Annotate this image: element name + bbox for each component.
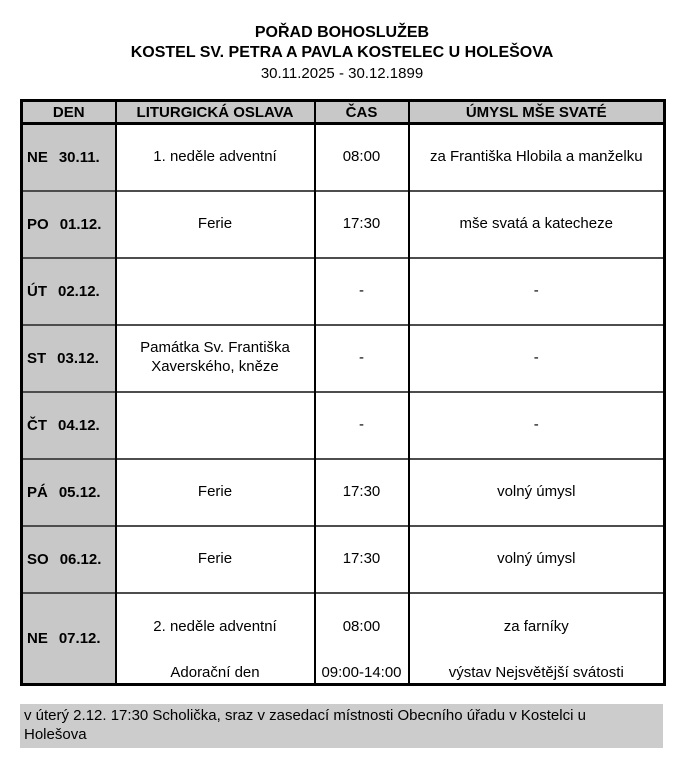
cell-line: 08:00 bbox=[342, 618, 381, 636]
table-row bbox=[22, 258, 665, 325]
table-row bbox=[22, 459, 665, 526]
intention-cell bbox=[409, 124, 665, 191]
liturgy-cell bbox=[116, 325, 315, 392]
page-subtitle: KOSTEL SV. PETRA A PAVLA KOSTELEC U HOLEŠOVA bbox=[130, 44, 554, 61]
cell-line: - bbox=[533, 415, 539, 433]
schedule-table-header bbox=[22, 101, 665, 124]
intention-cell bbox=[409, 258, 665, 325]
liturgy-cell bbox=[116, 124, 315, 191]
time-cell-content bbox=[316, 148, 408, 167]
day-abbr: ČT bbox=[27, 416, 47, 434]
time-cell-content bbox=[316, 483, 408, 502]
cell-line: - bbox=[533, 348, 539, 366]
cell-line: - bbox=[359, 348, 364, 366]
cell-line: mše svatá a katecheze bbox=[459, 214, 613, 232]
day-cell bbox=[22, 526, 116, 593]
time-cell-content bbox=[316, 416, 408, 435]
day-abbr: PO bbox=[27, 215, 49, 233]
day-cell bbox=[22, 392, 116, 459]
intention-cell-content bbox=[410, 594, 664, 682]
liturgy-cell bbox=[116, 526, 315, 593]
liturgy-cell-content bbox=[117, 594, 314, 682]
day-cell bbox=[22, 258, 116, 325]
time-cell-content bbox=[316, 282, 408, 301]
day-cell bbox=[22, 459, 116, 526]
day-cell bbox=[22, 191, 116, 258]
cell-line: Ferie bbox=[197, 214, 233, 232]
cell-line: Památka Sv. Františka Xaverského, kněze bbox=[140, 339, 290, 375]
time-cell-content bbox=[316, 594, 408, 682]
intention-cell bbox=[409, 593, 665, 685]
page-title: POŘAD BOHOSLUŽEB bbox=[254, 24, 430, 41]
day-cell bbox=[22, 124, 116, 191]
schedule-table bbox=[20, 99, 666, 686]
time-cell bbox=[315, 392, 409, 459]
intention-cell-content bbox=[410, 148, 664, 167]
intention-cell-content bbox=[410, 282, 664, 301]
intention-cell-content bbox=[410, 416, 664, 435]
cell-line: - bbox=[533, 281, 539, 299]
intention-cell bbox=[409, 526, 665, 593]
cell-line: - bbox=[359, 281, 364, 299]
day-abbr: NE bbox=[27, 629, 48, 647]
time-cell bbox=[315, 526, 409, 593]
table-row bbox=[22, 325, 665, 392]
intention-cell-content bbox=[410, 349, 664, 368]
cell-line: 17:30 bbox=[342, 549, 381, 567]
cell-line: za Františka Hlobila a manželku bbox=[429, 147, 643, 165]
table-row bbox=[22, 392, 665, 459]
day-date: 01.12. bbox=[59, 215, 102, 233]
table-row bbox=[22, 526, 665, 593]
column-header-umysl-mse-svate: ÚMYSL MŠE SVATÉ bbox=[409, 101, 665, 124]
day-cell bbox=[22, 593, 116, 685]
cell-line: Ferie bbox=[197, 482, 233, 500]
liturgy-cell bbox=[116, 191, 315, 258]
date-range: 30.11.2025 - 30.12.1899 bbox=[260, 65, 424, 82]
day-date: 04.12. bbox=[58, 416, 100, 434]
liturgy-cell bbox=[116, 258, 315, 325]
day-abbr: PÁ bbox=[27, 483, 48, 501]
cell-line: 17:30 bbox=[342, 482, 381, 500]
time-cell bbox=[315, 325, 409, 392]
page-header bbox=[0, 0, 684, 84]
cell-line: 08:00 bbox=[342, 147, 381, 165]
day-cell bbox=[22, 325, 116, 392]
time-cell bbox=[315, 258, 409, 325]
liturgy-cell-content bbox=[117, 148, 314, 167]
time-cell-content bbox=[316, 215, 408, 234]
day-date: 02.12. bbox=[58, 282, 100, 300]
intention-cell bbox=[409, 459, 665, 526]
table-row bbox=[22, 593, 665, 685]
column-header-liturgicka-oslava: LITURGICKÁ OSLAVA bbox=[116, 101, 315, 124]
liturgy-cell bbox=[116, 459, 315, 526]
time-cell bbox=[315, 459, 409, 526]
day-date: 30.11. bbox=[58, 148, 100, 166]
day-abbr: ÚT bbox=[27, 282, 47, 300]
cell-line: volný úmysl bbox=[497, 482, 576, 500]
intention-cell-content bbox=[410, 550, 664, 569]
cell-line: za farníky bbox=[503, 618, 569, 636]
cell-line: 09:00-14:00 bbox=[321, 663, 402, 681]
liturgy-cell-content bbox=[117, 215, 314, 234]
cell-line: Adorační den bbox=[170, 663, 260, 681]
cell-line: výstav Nejsvětější svátosti bbox=[448, 663, 624, 681]
table-row bbox=[22, 191, 665, 258]
day-abbr: ST bbox=[27, 349, 47, 367]
day-date: 06.12. bbox=[59, 550, 102, 568]
intention-cell bbox=[409, 325, 665, 392]
day-abbr: NE bbox=[27, 148, 48, 166]
liturgy-cell-content bbox=[117, 550, 314, 569]
cell-line: - bbox=[359, 415, 364, 433]
day-date: 07.12. bbox=[58, 629, 101, 647]
footer-note: v úterý 2.12. 17:30 Scholička, sraz v zasedací místnosti Obecního úřadu v Kostelci u Holešova bbox=[20, 704, 663, 748]
liturgy-cell-content bbox=[117, 483, 314, 502]
intention-cell-content bbox=[410, 215, 664, 234]
schedule-table-body bbox=[22, 124, 665, 685]
time-cell-content bbox=[316, 349, 408, 368]
cell-line: volný úmysl bbox=[497, 549, 576, 567]
time-cell bbox=[315, 191, 409, 258]
table-row bbox=[22, 124, 665, 191]
intention-cell-content bbox=[410, 483, 664, 502]
cell-line: 1. neděle adventní bbox=[153, 147, 277, 165]
time-cell bbox=[315, 593, 409, 685]
liturgy-cell bbox=[116, 593, 315, 685]
time-cell bbox=[315, 124, 409, 191]
cell-line: Ferie bbox=[197, 549, 233, 567]
header-row bbox=[22, 101, 665, 124]
day-abbr: SO bbox=[27, 550, 49, 568]
day-date: 03.12. bbox=[57, 349, 99, 367]
column-header-den: DEN bbox=[22, 101, 116, 124]
intention-cell bbox=[409, 392, 665, 459]
intention-cell bbox=[409, 191, 665, 258]
liturgy-cell-content bbox=[117, 339, 314, 377]
column-header-cas: ČAS bbox=[315, 101, 409, 124]
cell-line: 2. neděle adventní bbox=[153, 618, 277, 636]
day-date: 05.12. bbox=[58, 483, 101, 501]
time-cell-content bbox=[316, 550, 408, 569]
liturgy-cell bbox=[116, 392, 315, 459]
cell-line: 17:30 bbox=[342, 214, 381, 232]
